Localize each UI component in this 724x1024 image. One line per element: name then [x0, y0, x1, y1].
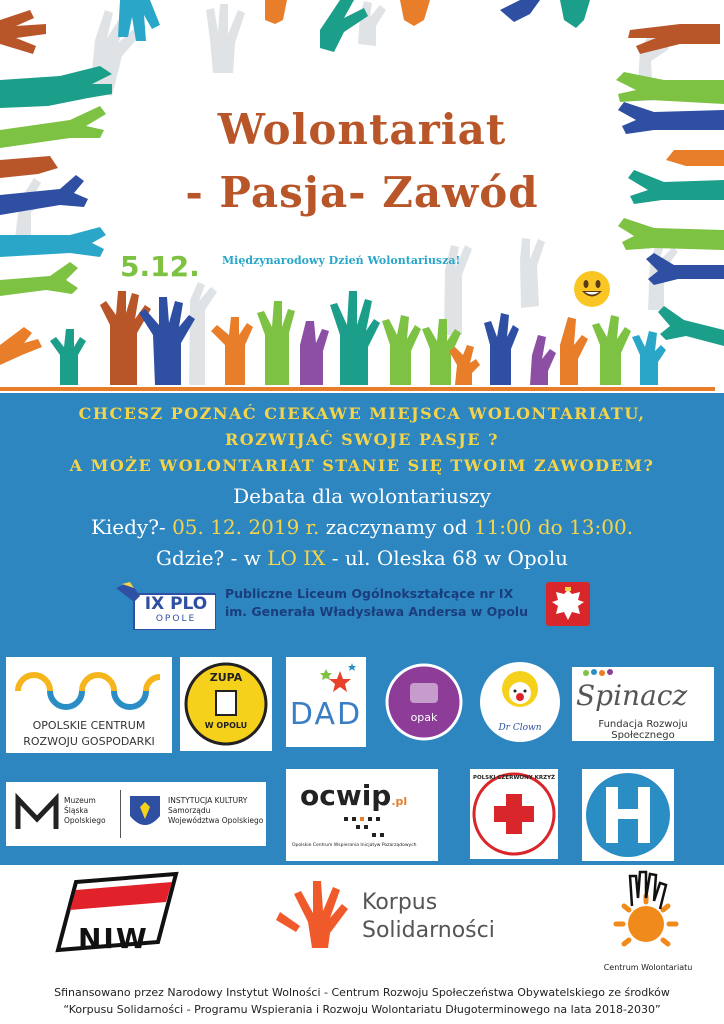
dad-text: DAD — [289, 697, 363, 732]
when-mid: zaczynamy od — [319, 515, 474, 539]
partner-logo-ocwip — [286, 769, 438, 861]
korpus-line-1: Korpus — [362, 890, 438, 915]
event-date: 5.12. — [120, 250, 200, 283]
partner-logo-h — [582, 769, 674, 861]
when-date: 05. 12. 2019 r. — [172, 515, 320, 539]
clown-icon — [478, 657, 562, 747]
question-line-1: CHCESZ POZNAĆ CIEKAWE MIEJSCA WOLONTARIATU, — [78, 404, 646, 423]
where-label: Gdzie? - w — [156, 546, 268, 570]
partner-logo-drclown — [478, 657, 562, 747]
korpus-line-2: Solidarności — [362, 918, 495, 943]
ocwip-name: ocwip — [300, 779, 392, 812]
ocwip-dots-icon — [286, 815, 438, 845]
debate-title: Debata dla wolontariuszy — [233, 484, 491, 508]
muzeum-line-1: Muzeum — [64, 796, 96, 805]
ocwip-domain: .pl — [391, 795, 408, 808]
kultura-line-1: INSTYTUCJA KULTURY — [168, 796, 248, 805]
muzeum-text — [64, 796, 106, 826]
dad-stars-icon — [286, 657, 366, 697]
funding-line-1: Sfinansowano przez Narodowy Instytut Wolności - Centrum Rozwoju Społeczeństwa Obywatelskiego ze środków — [54, 986, 670, 999]
ocrg-line-1: OPOLSKIE CENTRUM — [32, 719, 146, 732]
school-name-line-2: im. Generała Władysława Andersa w Opolu — [225, 604, 528, 619]
smiley-icon — [573, 270, 611, 308]
ocrg-rings-icon — [6, 657, 172, 717]
question-line-3: A MOŻE WOLONTARIAT STANIE SIĘ TWOIM ZAWODEM? — [69, 456, 655, 475]
when-time: 11:00 do 13:00. — [473, 515, 634, 539]
muzeum-line-3: Opolskiego — [64, 816, 106, 825]
pck-text: POLSKI CZERWONY KRZYŻ — [472, 775, 556, 781]
school-logo-text: IX PLO — [144, 594, 208, 614]
clown-text: Dr Clown — [498, 723, 542, 733]
partner-logo-opak — [384, 657, 464, 747]
funding-line-2: “Korpusu Solidarności - Programu Wspierania i Rozwoju Wolontariatu Długoterminowego na lata 2018-2030” — [63, 1003, 661, 1016]
where-school: LO IX — [267, 546, 326, 570]
kultura-line-3: Województwa Opolskiego — [168, 816, 264, 825]
muzeum-separator — [120, 790, 121, 838]
muzeum-m-icon — [12, 789, 62, 839]
centrum-wolontariatu-text: Centrum Wolontariatu — [603, 963, 693, 972]
school-logo-city: OPOLE — [155, 614, 197, 624]
divider-line — [0, 387, 715, 391]
zupa-sub: W OPOLU — [204, 721, 248, 730]
kultura-text — [168, 796, 263, 826]
opak-text: opak — [410, 711, 438, 724]
opak-circle-icon — [384, 657, 464, 747]
niw-text: NIW — [78, 922, 149, 955]
opolskie-crest-icon — [128, 794, 162, 834]
spinacz-sub: Fundacja Rozwoju Społecznego — [598, 719, 688, 741]
polish-eagle-icon — [546, 582, 590, 626]
partner-logo-muzeum — [6, 782, 266, 846]
partner-logo-ocrg — [6, 657, 172, 753]
red-cross-icon — [470, 769, 558, 859]
question-line-2: ROZWIJAĆ SWOJE PASJE ? — [225, 430, 499, 449]
partners-section — [0, 645, 724, 865]
ocwip-text — [300, 779, 407, 812]
partner-logo-pck — [470, 769, 558, 859]
where-line — [0, 546, 724, 570]
ocwip-sub: Opolskie Centrum Wspierania Inicjatyw Pozarządowych — [292, 843, 417, 848]
when-line — [0, 515, 724, 539]
ocrg-line-2: ROZWOJU GOSPODARKI — [23, 735, 155, 748]
school-logo — [116, 582, 216, 630]
title-line-2: - Pasja- Zawód — [185, 168, 539, 217]
centrum-wolontariatu-icon — [596, 866, 696, 962]
zupa-text: ZUPA — [209, 671, 243, 684]
partner-logo-dad — [286, 657, 366, 747]
international-day-label: Międzynarodowy Dzień Wolontariusza! — [222, 254, 461, 267]
title-line-1: Wolontariat — [217, 105, 507, 154]
kultura-line-2: Samorządu — [168, 806, 211, 815]
partner-logo-zupa — [180, 657, 272, 751]
muzeum-line-2: Śląska — [64, 806, 89, 815]
partner-logo-spinacz — [572, 667, 714, 741]
where-address: - ul. Oleska 68 w Opolu — [325, 546, 568, 570]
school-name-line-1: Publiczne Liceum Ogólnokształcące nr IX — [225, 586, 514, 601]
h-circle-icon — [582, 769, 674, 861]
when-label: Kiedy?- — [90, 515, 173, 539]
spinacz-text: Spinacz — [576, 679, 688, 712]
korpus-hand-icon — [272, 872, 352, 952]
